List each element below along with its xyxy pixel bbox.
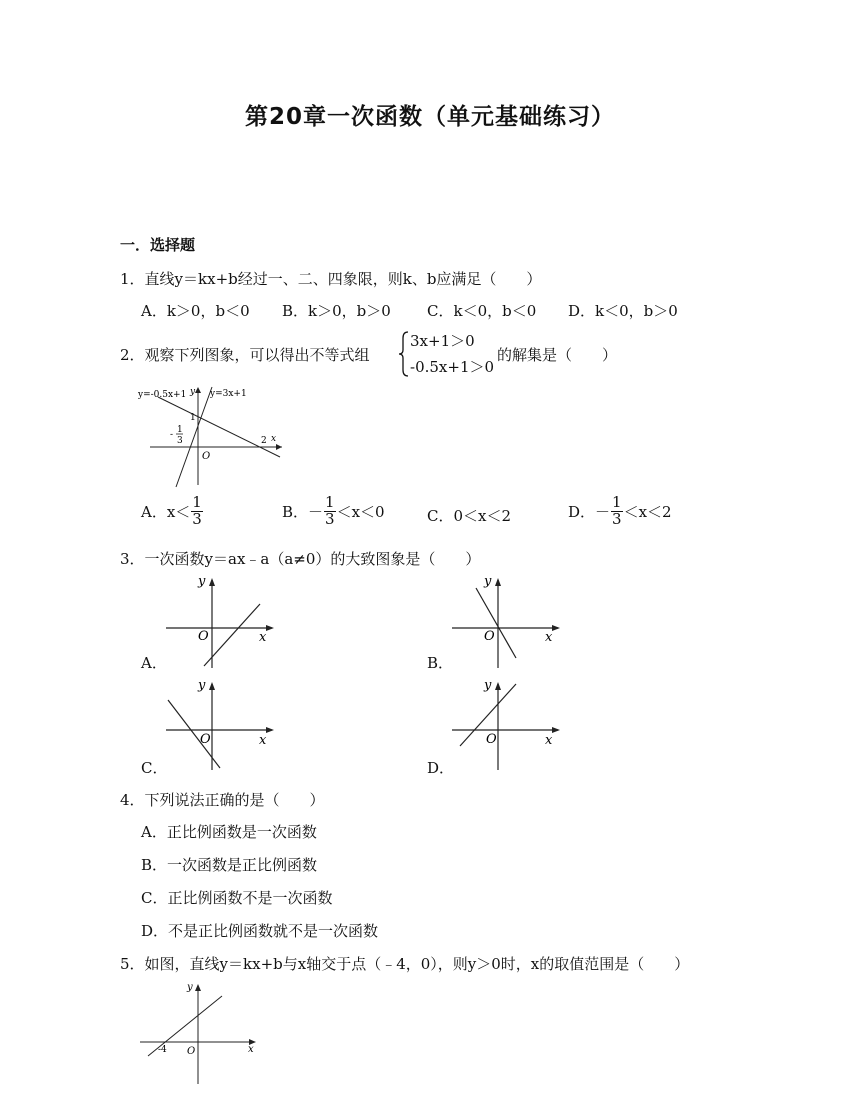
q2-option-b-prefix: B．－ — [282, 502, 324, 521]
q2-option-a-num: 1 — [192, 493, 202, 511]
q1-option-b: B．k＞0，b＞0 — [282, 302, 391, 320]
q1-option-d: D．k＜0，b＞0 — [568, 302, 678, 320]
section-heading: 一．选择题 — [120, 236, 196, 254]
system-line-1: 3x+1＞0 — [410, 332, 475, 350]
q4-stem: 4．下列说法正确的是（ ） — [120, 791, 325, 809]
q2-graph — [136, 383, 288, 488]
q2-option-b — [282, 495, 385, 528]
q2-option-d-prefix: D．－ — [568, 502, 611, 521]
system-brace — [398, 330, 410, 378]
q3-graph-d — [446, 676, 566, 776]
q3-option-a: A． — [141, 654, 167, 672]
q5-origin: O — [187, 1046, 196, 1057]
q2-option-d-suffix: ＜x＜2 — [623, 502, 672, 521]
q4-option-c: C．正比例函数不是一次函数 — [141, 889, 333, 907]
q2-option-b-suffix: ＜x＜0 — [336, 502, 385, 521]
q1-option-c: C．k＜0，b＜0 — [427, 302, 537, 320]
q3-c-x: x — [259, 733, 267, 748]
y-axis-arrow — [195, 387, 201, 393]
label-y: y — [190, 387, 196, 397]
x-axis-arrow — [276, 444, 282, 450]
q2-option-a-den: 3 — [192, 509, 202, 528]
q5-x: x — [248, 1044, 254, 1055]
q3-option-c: C． — [141, 759, 168, 777]
q3-a-y: y — [198, 574, 206, 589]
q2-option-d-den: 3 — [612, 509, 622, 528]
q3-a-origin: O — [198, 629, 209, 644]
label-frac-num: 1 — [177, 425, 183, 435]
q3-c-y: y — [198, 678, 206, 693]
q3-b-origin: O — [484, 629, 495, 644]
page-title: 第20章一次函数（单元基础练习） — [244, 104, 615, 130]
q3-c-origin: O — [200, 732, 211, 747]
q3-a-x: x — [259, 630, 267, 645]
q4-option-d: D．不是正比例函数就不是一次函数 — [141, 922, 379, 940]
q2-option-a-fraction — [191, 495, 203, 528]
q2-option-b-fraction — [324, 495, 336, 528]
q3-b-line — [476, 588, 516, 658]
q3-d-x: x — [545, 733, 553, 748]
label-neg: - — [170, 430, 174, 440]
q5-stem: 5．如图，直线y＝kx+b与x轴交于点（﹣4，0），则y＞0时，x的取值范围是（ ） — [120, 955, 690, 973]
q1-stem: 1．直线y＝kx+b经过一、二、四象限，则k、b应满足（ ） — [120, 270, 542, 288]
q2-option-d — [568, 495, 672, 528]
q2-option-b-num: 1 — [325, 493, 335, 511]
q2-option-a — [141, 495, 204, 528]
label-origin: O — [202, 451, 211, 462]
q2-option-b-den: 3 — [325, 509, 335, 528]
q3-d-origin: O — [486, 732, 497, 747]
q3-b-y: y — [484, 574, 492, 589]
q2-stem-after: 的解集是（ ） — [497, 346, 618, 364]
q2-option-d-num: 1 — [612, 493, 622, 511]
q5-neg4: -4 — [158, 1045, 167, 1055]
q2-option-c: C．0＜x＜2 — [427, 507, 512, 525]
q3-graph-b — [446, 572, 566, 672]
label-x: x — [271, 434, 277, 444]
label-line-2: y=3x+1 — [210, 389, 247, 399]
q3-graph-c — [160, 676, 280, 776]
label-frac-den: 3 — [177, 436, 183, 446]
q3-stem: 3．一次函数y＝ax﹣a（a≠0）的大致图象是（ ） — [120, 550, 481, 568]
q5-graph — [134, 978, 260, 1088]
system-line-2: -0.5x+1＞0 — [410, 358, 495, 376]
q3-d-y: y — [484, 678, 492, 693]
q3-option-d: D． — [427, 759, 455, 777]
q2-stem-before: 2．观察下列图象，可以得出不等式组 — [120, 346, 370, 364]
q1-option-a: A．k＞0，b＜0 — [141, 302, 250, 320]
label-one: 1 — [190, 413, 196, 423]
label-line-1: y=-0.5x+1 — [138, 390, 187, 400]
q2-option-a-prefix: A．x＜ — [141, 502, 191, 521]
q3-b-x: x — [545, 630, 553, 645]
q4-option-b: B．一次函数是正比例函数 — [141, 856, 318, 874]
q3-option-b: B． — [427, 654, 454, 672]
q5-y: y — [187, 982, 193, 993]
q3-graph-a — [160, 572, 280, 672]
q4-option-a: A．正比例函数是一次函数 — [141, 823, 317, 841]
q2-option-d-fraction — [611, 495, 623, 528]
label-two: 2 — [261, 436, 267, 446]
